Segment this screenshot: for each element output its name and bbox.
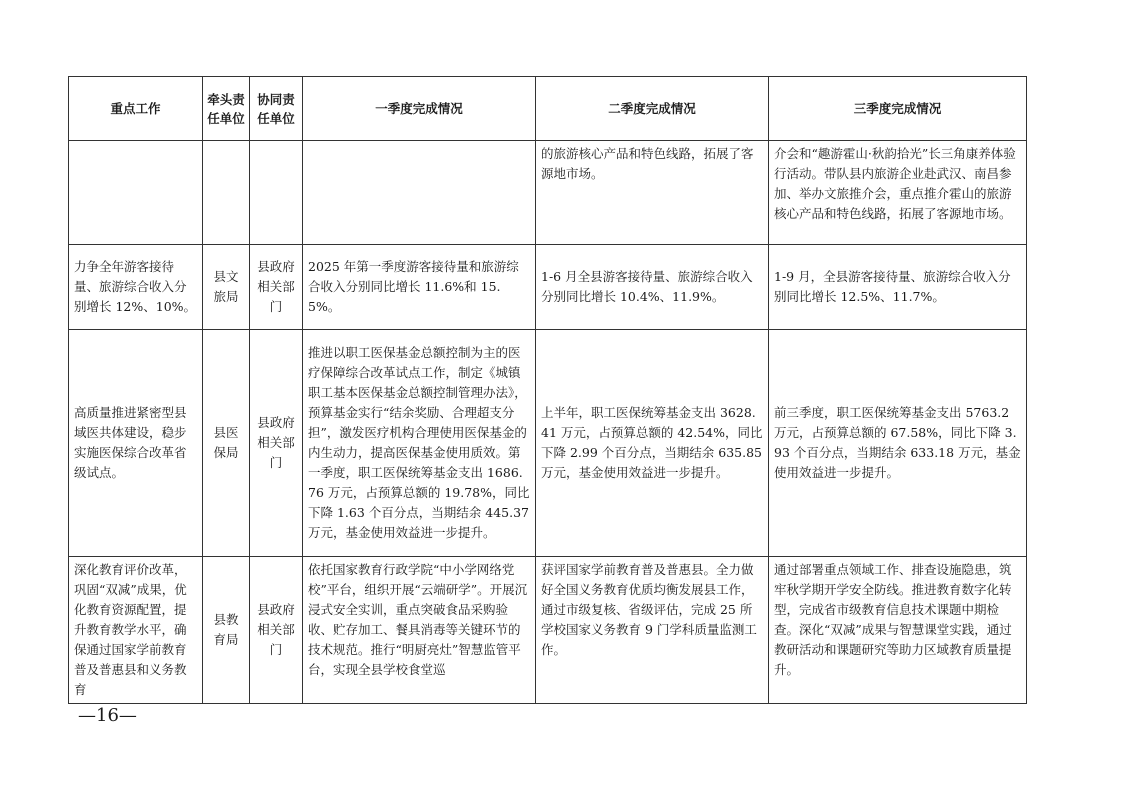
q2-cell: 的旅游核心产品和特色线路，拓展了客源地市场。 — [536, 141, 769, 245]
header-q1: 一季度完成情况 — [303, 77, 536, 141]
assist-unit-cell: 县政府相关部门 — [250, 330, 303, 557]
lead-unit-cell: 县教育局 — [203, 557, 250, 704]
q3-cell: 前三季度，职工医保统筹基金支出 5763.2 万元，占预算总额的 67.58%，同比下降 3.93 个百分点，当期结余 633.18 万元，基金使用效益进一步提升。 — [769, 330, 1027, 557]
lead-unit-cell: 县文旅局 — [203, 245, 250, 330]
q2-cell: 获评国家学前教育普及普惠县。全力做好全国义务教育优质均衡发展县工作，通过市级复核、省级评估，完成 25 所学校国家义务教育 9 门学科质量监测工作。 — [536, 557, 769, 704]
q3-cell: 1-9 月，全县游客接待量、旅游综合收入分别同比增长 12.5%、11.7%。 — [769, 245, 1027, 330]
table-row — [69, 557, 1027, 704]
table-row — [69, 330, 1027, 557]
q1-cell — [303, 141, 536, 245]
assist-unit-cell: 县政府相关部门 — [250, 245, 303, 330]
table-row — [69, 141, 1027, 245]
task-cell: 力争全年游客接待量、旅游综合收入分别增长 12%、10%。 — [69, 245, 203, 330]
q1-cell: 依托国家教育行政学院“中小学网络党校”平台，组织开展“云端研学”。开展沉浸式安全实训，重点突破食品采购验收、贮存加工、餐具消毒等关键环节的技术规范。推行“明厨亮灶”智慧监管平台，实现全县学校食堂巡 — [303, 557, 536, 704]
q1-cell: 推进以职工医保基金总额控制为主的医疗保障综合改革试点工作，制定《城镇职工基本医保基金总额控制管理办法》，预算基金实行“结余奖励、合理超支分担”，激发医疗机构合理使用医保基金的内生动力，提高医保基金使用质效。第一季度，职工医保统筹基金支出 1686.76 万元，占预算总额的 19.78%，同比下降 1.63 个百分点，当期结余 445.37 万元，基金使用效益进一步提升。 — [303, 330, 536, 557]
q3-cell: 通过部署重点领域工作、排查设施隐患，筑牢秋学期开学安全防线。推进教育数字化转型，完成省市级教育信息技术课题中期检查。深化“双减”成果与智慧课堂实践，通过教研活动和课题研究等助力区域教育质量提升。 — [769, 557, 1027, 704]
q1-cell: 2025 年第一季度游客接待量和旅游综合收入分别同比增长 11.6%和 15.5%。 — [303, 245, 536, 330]
lead-unit-cell — [203, 141, 250, 245]
header-lead-unit: 牵头责任单位 — [203, 77, 250, 141]
header-assist-unit: 协同责任单位 — [250, 77, 303, 141]
q2-cell: 上半年，职工医保统筹基金支出 3628.41 万元，占预算总额的 42.54%，同比下降 2.99 个百分点，当期结余 635.85 万元，基金使用效益进一步提升。 — [536, 330, 769, 557]
q3-cell: 介会和“趣游霍山·秋韵拾光”长三角康养体验行活动。带队县内旅游企业赴武汉、南昌参加、举办文旅推介会，重点推介霍山的旅游核心产品和特色线路，拓展了客源地市场。 — [769, 141, 1027, 245]
work-progress-table — [68, 76, 1027, 704]
table-row — [69, 245, 1027, 330]
q2-cell: 1-6 月全县游客接待量、旅游综合收入分别同比增长 10.4%、11.9%。 — [536, 245, 769, 330]
task-cell — [69, 141, 203, 245]
assist-unit-cell: 县政府相关部门 — [250, 557, 303, 704]
task-cell: 高质量推进紧密型县域医共体建设，稳步实施医保综合改革省级试点。 — [69, 330, 203, 557]
lead-unit-cell: 县医保局 — [203, 330, 250, 557]
page-number: —16— — [78, 705, 137, 726]
header-key-task: 重点工作 — [69, 77, 203, 141]
header-q2: 二季度完成情况 — [536, 77, 769, 141]
header-q3: 三季度完成情况 — [769, 77, 1027, 141]
header-row — [69, 77, 1027, 141]
task-cell: 深化教育评价改革，巩固“双减”成果，优化教育资源配置，提升教育教学水平，确保通过国家学前教育普及普惠县和义务教育 — [69, 557, 203, 704]
assist-unit-cell — [250, 141, 303, 245]
